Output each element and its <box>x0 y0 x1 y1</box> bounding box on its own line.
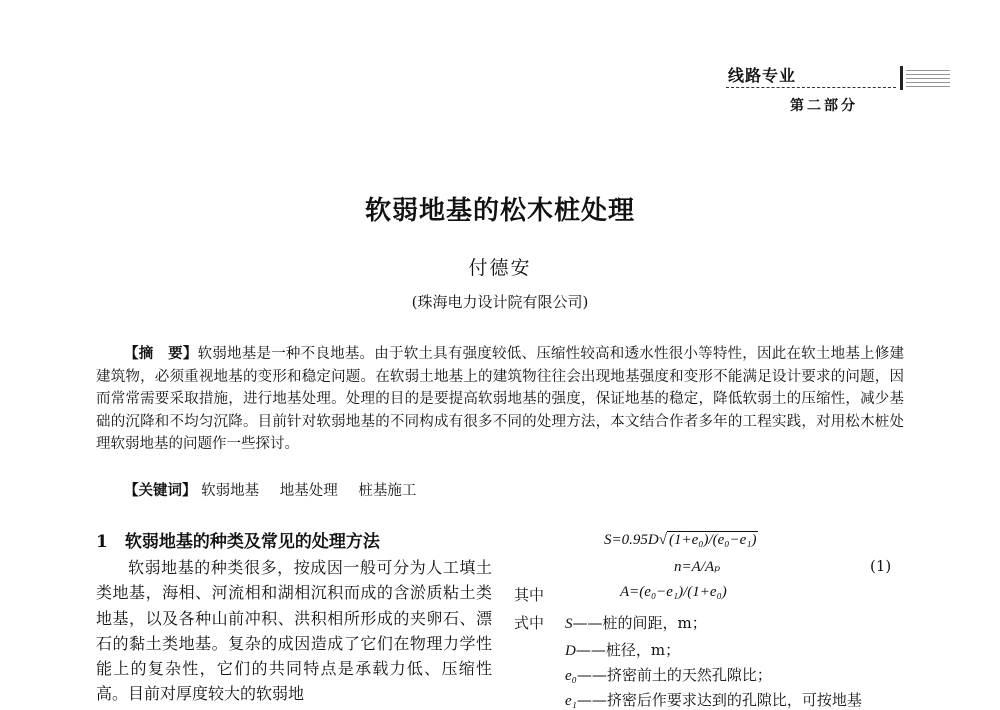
keyword: 地基处理 <box>279 483 338 499</box>
running-header-category: 线路专业 <box>728 66 797 85</box>
variable-definition: e₁——挤密后作要求达到的孔隙比，可按地基 <box>565 691 862 709</box>
paper-title: 软弱地基的松木桩处理 <box>364 196 635 226</box>
equation-spacing: S=0.95D√ (1+e₀)/(e₀−e₁) <box>604 532 757 548</box>
keyword: 软弱地基 <box>201 483 260 499</box>
variables-label: 式中 <box>514 614 545 632</box>
variable-definition: S——桩的间距，m； <box>565 614 707 632</box>
paper-author: 付德安 <box>468 257 532 279</box>
abstract <box>96 343 904 456</box>
abstract-label: 【摘 要】 <box>124 345 198 362</box>
section-body-text: 软弱地基的种类很多，按成因一般可分为人工填土类地基，海相、河流相和湖相沉积而成的含淤质粘土类地基，以及各种山前冲积、洪积相所形成的夹卵石、漂石的黏土类地基。复杂的成因造成了它们在物理力学性能上的复杂性，它们的共同特点是承载力低、压缩性高。目前对厚度较大的软弱地 <box>96 558 492 704</box>
equation-area-ratio: A=(e₀−e₁)/(1+e₀) <box>620 584 727 600</box>
running-header-section: 第二部分 <box>790 98 858 114</box>
paper-affiliation: (珠海电力设计院有限公司) <box>411 293 589 311</box>
where-label: 其中 <box>514 586 545 604</box>
keyword: 桩基施工 <box>358 483 417 499</box>
keywords <box>124 479 432 500</box>
variable-definition: D——桩径，m； <box>565 641 681 659</box>
equation-lhs: S=0.95D <box>604 532 659 548</box>
equation-radicand: (1+e₀)/(e₀−e₁) <box>668 532 757 548</box>
keywords-label: 【关键词】 <box>124 482 197 499</box>
equation-number: (1) <box>870 557 892 575</box>
abstract-text: 软弱地基是一种不良地基。由于软土具有强度较低、压缩性较高和透水性很小等特性，因此在软土地基上修建建筑物，必须重视地基的变形和稳定问题。在软弱土地基上的建筑物往往会出现地基强度和变形不能满足设计要求的问题，因而常常需要采取措施，进行地基处理。处理的目的是要提高软弱地基的强度，保证地基的稳定，降低软弱土的压缩性，减少基础的沉降和不均匀沉降。目前针对软弱地基的不同构成有很多不同的处理方法，本文结合作者多年的工程实践，对用松木桩处理软弱地基的问题作一些探讨。 <box>96 346 904 453</box>
equation-pile-count: n=A/Aₚ <box>674 559 721 575</box>
header-divider <box>726 87 896 88</box>
header-tab-mark <box>900 66 952 90</box>
section-heading: 1 软弱地基的种类及常见的处理方法 <box>96 532 380 552</box>
variable-definition: e₀——挤密前土的天然孔隙比； <box>565 666 772 684</box>
